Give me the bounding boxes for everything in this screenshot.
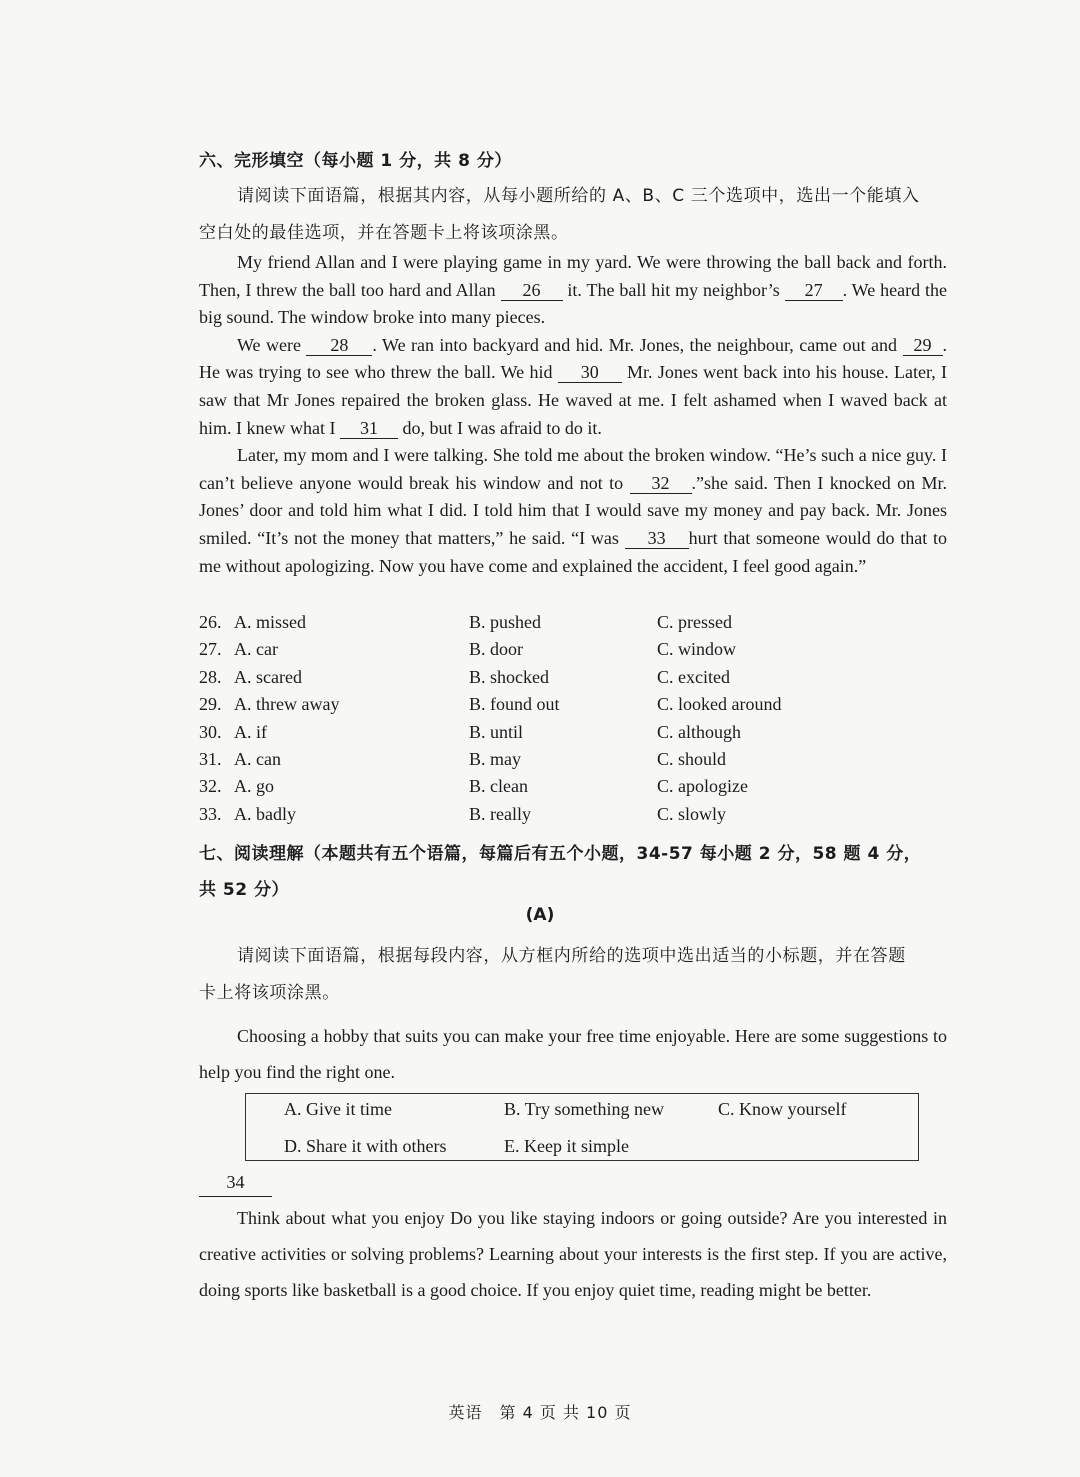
option-b: B. pushed <box>469 612 541 632</box>
section7-title-line: 七、阅读理解（本题共有五个语篇，每篇后有五个小题，34-57 每小题 2 分，58 题 4 分， <box>199 844 922 864</box>
question-number: 31. <box>199 748 222 769</box>
option-b: B. clean <box>469 776 528 797</box>
blank-31: 31 <box>340 418 398 439</box>
option-row <box>199 664 959 691</box>
heading-options-box <box>245 1093 919 1161</box>
question-number: 33. <box>199 803 222 824</box>
hobby-intro <box>199 1018 947 1090</box>
question-number: 32. <box>199 776 222 797</box>
option-c: C. window <box>657 639 737 660</box>
blank-28: 28 <box>306 335 372 356</box>
section6-instruction <box>199 178 949 252</box>
question-number: 28. <box>199 666 222 687</box>
cloze-passage <box>199 249 947 580</box>
option-b: B. really <box>469 803 531 824</box>
heading-option-c: C. Know yourself <box>718 1099 847 1119</box>
passage-text: hurt that someone would do that to me without apologizing. Now you have come and explained the accident, I feel good again.” <box>199 527 948 576</box>
blank-34: 34 <box>199 1168 272 1197</box>
section7-instruction <box>199 938 949 1012</box>
blank-30: 30 <box>558 362 622 383</box>
question-number: 27. <box>199 639 222 660</box>
passage-paragraph-1 <box>199 249 947 332</box>
option-row <box>199 746 959 773</box>
blank-33: 33 <box>625 528 689 549</box>
section6-title: 六、完形填空（每小题 1 分，共 8 分） <box>199 151 512 171</box>
option-a: A. go <box>234 776 274 797</box>
option-row <box>199 691 959 718</box>
paragraph-34-text: Think about what you enjoy Do you like staying indoors or going outside? Are you interested in creative activities or solving problems? Learning about your interests is the first step. If you are active, doing sports like basketball is a good choice. If you enjoy quiet time, reading might be better. <box>199 1208 947 1300</box>
passage-text: We were <box>237 334 307 355</box>
option-row <box>199 773 959 800</box>
heading-option-a: A. Give it time <box>284 1099 392 1119</box>
option-row <box>199 801 959 828</box>
option-a: A. if <box>234 721 267 742</box>
section7-title <box>199 836 921 908</box>
option-c: C. apologize <box>657 776 748 797</box>
question-number: 29. <box>199 694 222 715</box>
passage-text: . We ran into backyard and hid. Mr. Jones, the neighbour, came out and <box>372 334 903 355</box>
option-c: C. although <box>657 721 741 742</box>
question-number: 26. <box>199 612 222 632</box>
option-a: A. car <box>234 639 278 660</box>
passage-paragraph-3 <box>199 442 947 580</box>
option-row <box>199 609 959 636</box>
option-c: C. slowly <box>657 803 727 824</box>
option-b: B. until <box>469 721 524 742</box>
passage-text: do, but I was afraid to do it. <box>397 417 602 438</box>
blank-32: 32 <box>630 473 692 494</box>
passage-text: it. The ball hit my neighbor’s <box>562 279 785 300</box>
passage-text: Mr. Jones went back into his house. Later, I saw that Mr Jones repaired the broken glass. He waved at me. I felt ashamed when I waved back at him. I knew what I <box>199 362 948 438</box>
passage-paragraph-2 <box>199 332 947 442</box>
intro-paragraph: Choosing a hobby that suits you can make your free time enjoyable. Here are some suggestions to help you find the right one. <box>199 1026 947 1082</box>
instruction-line: 卡上将该项涂黑。 <box>199 983 340 1003</box>
passage-text: My friend Allan and I were playing game in my yard. We were throwing the ball back and forth. Then, I threw the ball too hard and Allan <box>199 252 947 300</box>
option-b: B. found out <box>469 694 560 715</box>
instruction-line: 空白处的最佳选项，并在答题卡上将该项涂黑。 <box>199 223 569 243</box>
instruction-line: 请阅读下面语篇，根据其内容，从每小题所给的 A、B、C 三个选项中，选出一个能填入 <box>237 186 920 206</box>
option-c: C. should <box>657 748 727 769</box>
passage-text: . We heard the big sound. The window broke into many pieces. <box>199 279 947 328</box>
blank-29: 29 <box>903 335 943 356</box>
option-a: A. can <box>234 748 281 769</box>
heading-option-e: E. Keep it simple <box>504 1136 629 1156</box>
option-row <box>199 719 959 746</box>
heading-option-b: B. Try something new <box>504 1099 665 1119</box>
page-footer: 英语 第 4 页 共 10 页 <box>448 1403 632 1422</box>
question-number: 30. <box>199 721 222 742</box>
section7-title-line: 共 52 分） <box>199 880 289 900</box>
heading-option-d: D. Share it with others <box>284 1136 447 1156</box>
part-label: (A) <box>525 905 555 925</box>
blank-26: 26 <box>501 280 563 301</box>
option-b: B. shocked <box>469 666 549 687</box>
passage-text: .”she said. Then I knocked on Mr. Jones’ door and told him what I did. I told him that I would save my money and pay back. Mr. Jones smiled. “It’s not the money that matters,” he said. “I was <box>199 472 947 548</box>
option-a: A. scared <box>234 666 302 687</box>
option-row <box>199 636 959 663</box>
option-c: C. pressed <box>657 612 732 632</box>
paragraph-34 <box>199 1200 947 1308</box>
answer-options <box>199 609 959 828</box>
blank-27: 27 <box>785 280 843 301</box>
option-a: A. threw away <box>234 694 340 715</box>
passage-text: Later, my mom and I were talking. She told me about the broken window. “He’s such a nice guy. I can’t believe anyone would break his window and not to <box>199 445 947 493</box>
option-b: B. may <box>469 748 521 769</box>
option-a: A. missed <box>234 612 306 632</box>
option-c: C. looked around <box>657 694 782 715</box>
option-c: C. excited <box>657 666 730 687</box>
option-a: A. badly <box>234 803 296 824</box>
option-b: B. door <box>469 639 523 660</box>
instruction-line: 请阅读下面语篇，根据每段内容，从方框内所给的选项中选出适当的小标题，并在答题 <box>237 946 906 966</box>
passage-text: . He was trying to see who threw the ball. We hid <box>199 334 947 383</box>
